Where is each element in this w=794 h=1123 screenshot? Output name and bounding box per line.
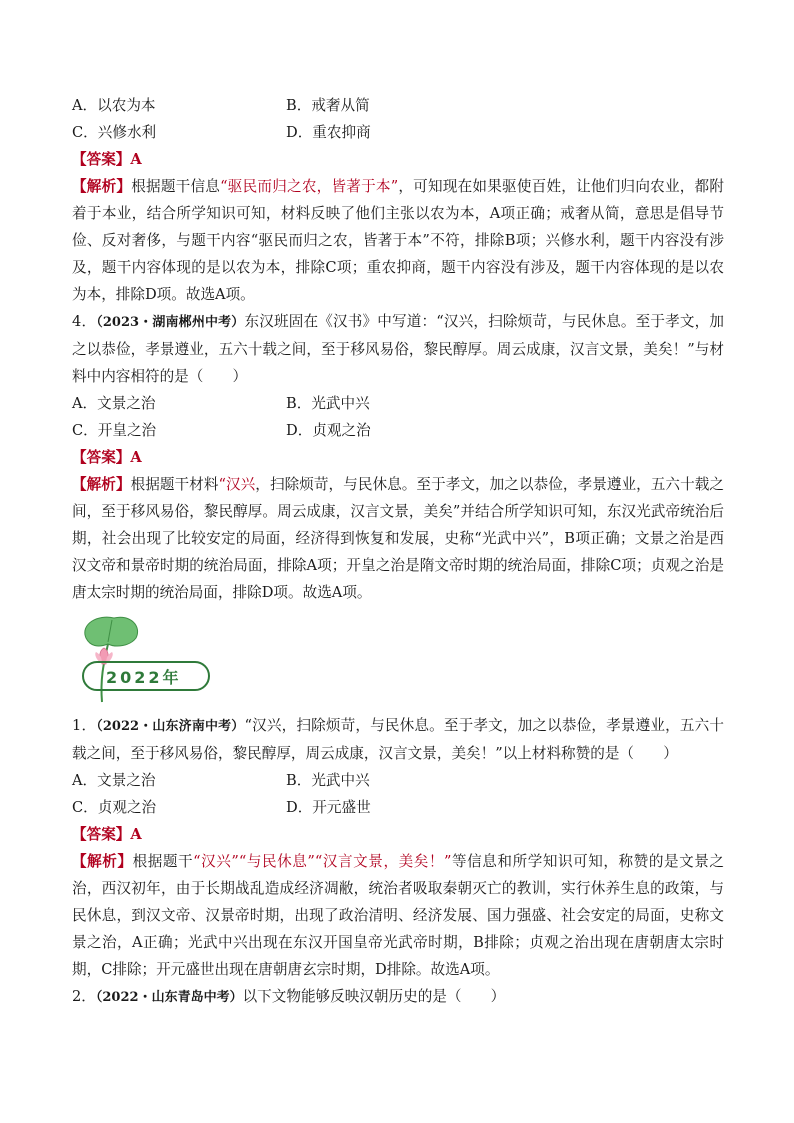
q2022-2-question [72, 983, 724, 1011]
q3-option-b: B．戒奢从简 [286, 97, 370, 114]
q4-source: （2023・湖南郴州中考） [96, 315, 245, 330]
q4-analysis-tag: 【解析】 [72, 476, 131, 493]
q3-answer: 【答案】A [72, 151, 142, 168]
q2022-1-number: 1． [72, 717, 97, 734]
q4-analysis-p2: ，扫除烦苛，与民休息。至于孝文，加之以恭俭，孝景遵业，五六十载之间，至于移风易俗，黎民醇厚。周云成康，汉言文景，美矣”并结合所学知识可知，东汉光武帝统治后期，社会出现了比较安定的局面，经济得到恢复和发展，史称“光武中兴”，B项正确；文景之治是西汉文帝和景帝时期的统治局面，排除A项；开皇之治是隋文帝时期的统治局面，排除C项；贞观之治是唐太宗时期的统治局面，排除D项。故选A项。 [72, 476, 724, 601]
q4-analysis [72, 471, 724, 606]
q4-number: 4． [72, 313, 97, 330]
q2022-1-option-d: D．开元盛世 [286, 799, 371, 816]
year-section-banner [72, 612, 724, 706]
q4-option-d: D．贞观之治 [286, 422, 371, 439]
q3-option-d: D．重农抑商 [286, 124, 371, 141]
q3-options-row-2 [72, 119, 724, 146]
q4-analysis-quote: “汉兴 [218, 476, 256, 493]
q2022-1-question [72, 712, 724, 767]
document-page [72, 92, 724, 1011]
q4-analysis-p1: 根据题干材料 [130, 476, 219, 493]
q3-analysis [72, 173, 724, 308]
q2022-1-analysis-p2: 等信息和所学知识可知，称赞的是文景之治，西汉初年，由于长期战乱造成经济凋敝，统治者吸取秦朝灭亡的教训，实行休养生息的政策，与民休息，到汉文帝、汉景帝时期，出现了政治清明、经济发展、国力强盛、社会安定的局面，史称文景之治，A正确；光武中兴出现在东汉开国皇帝光武帝时期，B排除；贞观之治出现在唐朝唐太宗时期，C排除；开元盛世出现在唐朝唐玄宗时期，D排除。故选A项。 [72, 853, 724, 978]
q2022-1-option-a: A．文景之治 [72, 772, 156, 789]
q4-question [72, 308, 724, 390]
q4-options-row-1 [72, 390, 724, 417]
lotus-leaf-icon [78, 612, 148, 706]
q3-options-row-1 [72, 92, 724, 119]
q2022-1-option-b: B．光武中兴 [286, 772, 370, 789]
q3-option-a: A．以农为本 [72, 97, 156, 114]
q2022-1-options-row-2 [72, 794, 724, 821]
q3-analysis-p2: ，可知现在如果驱使百姓，让他们归向农业，都附着于本业，结合所学知识可知，材料反映了他们主张以农为本，A项正确；戒奢从简，意思是倡导节俭、反对奢侈，与题干内容“驱民而归之农，皆著于本”不符，排除B项；兴修水利，题干内容没有涉及，题干内容体现的是以农为本，排除C项；重农抑商，题干内容没有涉及，题干内容体现的是以农为本，排除D项。故选A项。 [72, 178, 724, 303]
q2022-1-analysis-tag: 【解析】 [72, 853, 133, 870]
q2022-1-analysis-quote: “汉兴”“与民休息”“汉言文景，美矣！” [193, 853, 452, 870]
q2022-1-source: （2022・山东济南中考） [96, 719, 245, 734]
q2022-2-number: 2． [72, 988, 96, 1005]
q3-option-c: C．兴修水利 [72, 124, 157, 141]
q4-option-c: C．开皇之治 [72, 422, 157, 439]
q2022-1-analysis [72, 848, 724, 983]
q3-analysis-p1: 根据题干信息 [131, 178, 221, 195]
q2022-1-options-row-1 [72, 767, 724, 794]
q4-answer: 【答案】A [72, 449, 142, 466]
q2022-1-stem: “汉兴，扫除烦苛，与民休息。至于孝文，加之以恭俭，孝景遵业，五六十载之间，至于移风易俗，黎民醇厚，周云成康，汉言文景，美矣！”以上材料称赞的是（ ） [72, 717, 724, 762]
q2022-1-analysis-p1: 根据题干 [132, 853, 194, 870]
q3-analysis-tag: 【解析】 [72, 178, 132, 195]
q4-option-b: B．光武中兴 [286, 395, 370, 412]
q2022-2-stem: 以下文物能够反映汉朝历史的是（ ） [242, 988, 506, 1005]
q4-options-row-2 [72, 417, 724, 444]
q2022-1-option-c: C．贞观之治 [72, 799, 157, 816]
q3-analysis-quote: “驱民而归之农，皆著于本” [220, 178, 399, 195]
q2022-2-source: （2022・山东青岛中考） [95, 990, 243, 1005]
q4-stem: 东汉班固在《汉书》中写道：“汉兴，扫除烦苛，与民休息。至于孝文，加之以恭俭，孝景遵业，五六十载之间，至于移风易俗，黎民醇厚。周云成康，汉言文景，美矣！”与材料中内容相符的是（ ） [72, 313, 724, 385]
section-year-label: 2022年 [106, 668, 182, 687]
q4-option-a: A．文景之治 [72, 395, 156, 412]
q2022-1-answer: 【答案】A [72, 826, 142, 843]
